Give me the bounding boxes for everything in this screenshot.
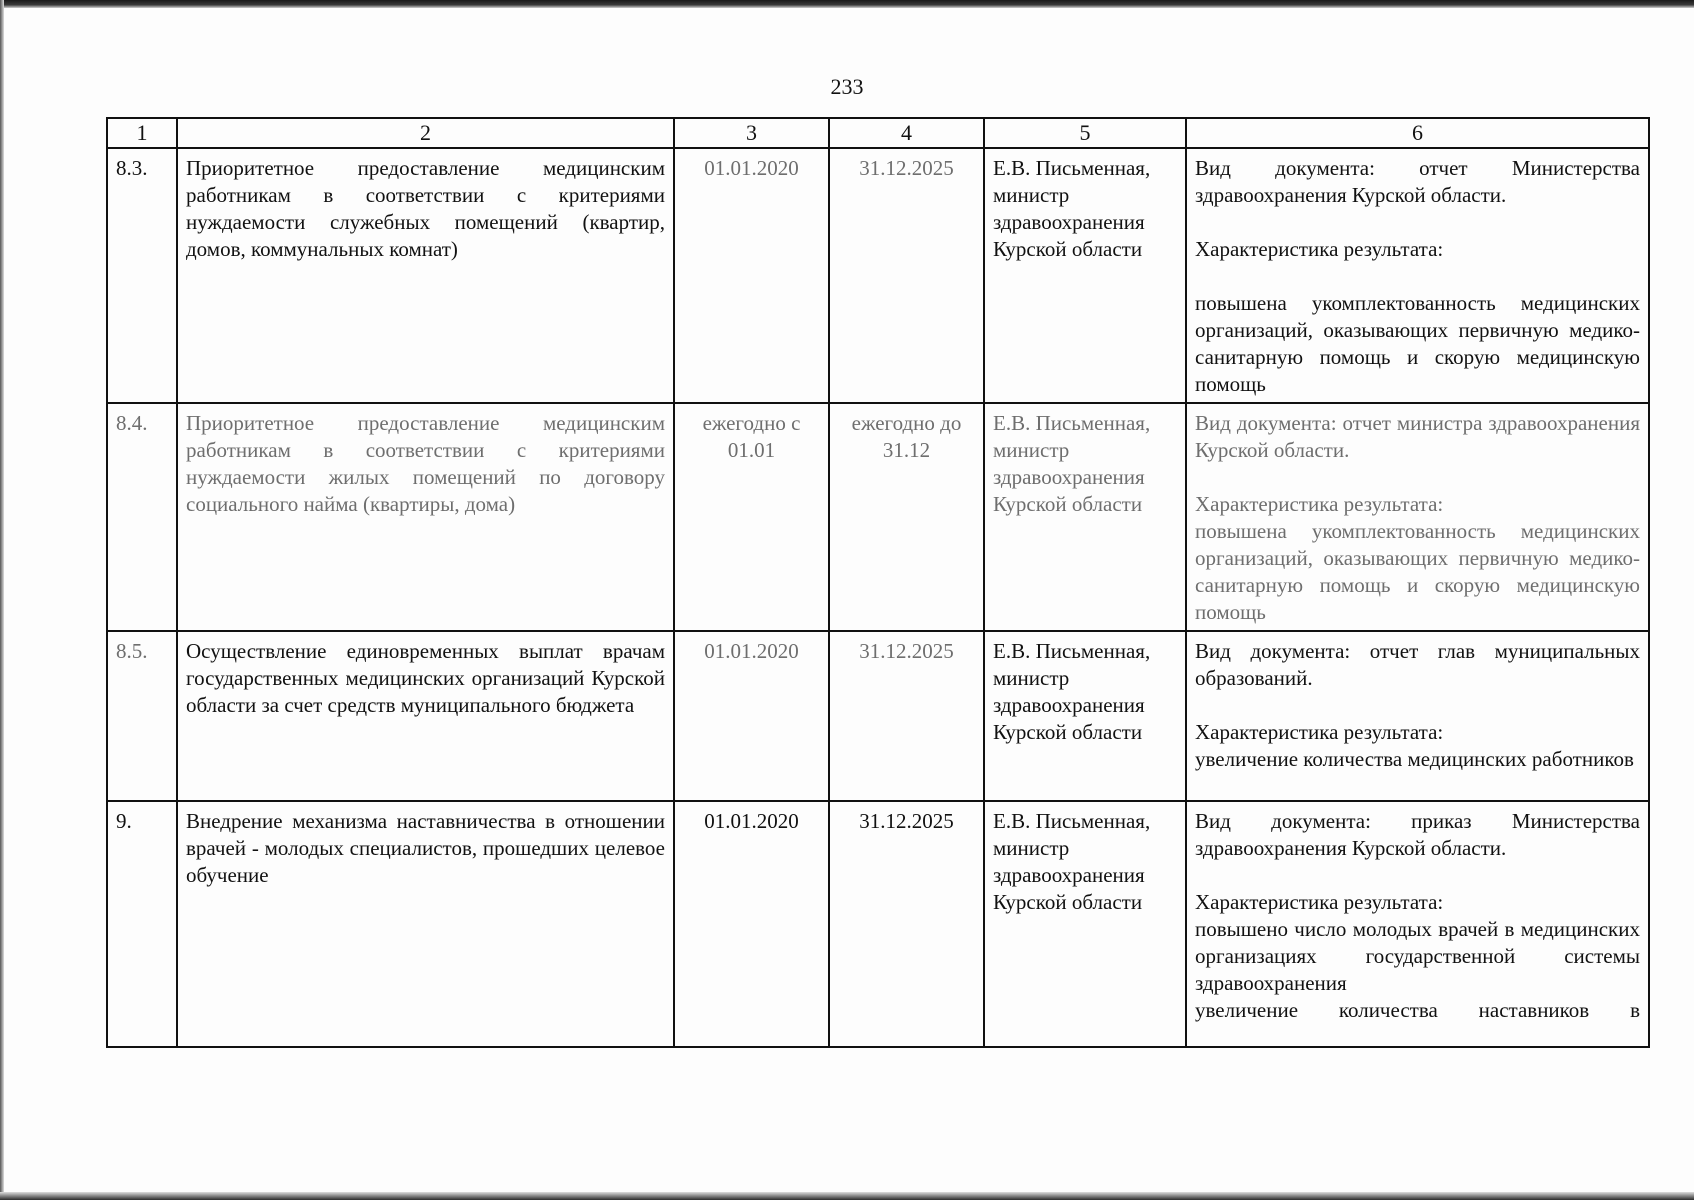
- responsible-person: Е.В. Письменная, министр здравоохранения Курской области: [984, 631, 1186, 801]
- page-number: 233: [830, 74, 864, 99]
- table-row: [107, 631, 1649, 801]
- row-number: 8.3.: [107, 148, 177, 403]
- table-row: [107, 148, 1649, 403]
- row-number: 8.4.: [107, 403, 177, 631]
- document-type: Вид документа: отчет глав муниципальных образований.: [1195, 639, 1640, 690]
- measure-description: Приоритетное предоставление медицинским работникам в соответствии с критериями нуждаемости служебных помещений (квартир, домов, коммунальных комнат): [177, 148, 674, 403]
- measure-description: Внедрение механизма наставничества в отношении врачей - молодых специалистов, прошедших целевое обучение: [177, 801, 674, 1047]
- column-header: 5: [984, 118, 1186, 148]
- end-date: 31.12.2025: [829, 631, 984, 801]
- column-header: 4: [829, 118, 984, 148]
- row-number: 8.5.: [107, 631, 177, 801]
- column-header: 1: [107, 118, 177, 148]
- end-date: ежегодно до 31.12: [829, 403, 984, 631]
- start-date: ежегодно с 01.01: [674, 403, 829, 631]
- result-cell: [1186, 631, 1649, 801]
- column-header: 3: [674, 118, 829, 148]
- result-text-continued: увеличение количества наставников в: [1195, 998, 1640, 1022]
- scan-top-edge: [0, 0, 1694, 8]
- result-text: повышена укомплектованность медицинских организаций, оказывающих первичную медико-санитарную помощь и скорую медицинскую помощь: [1195, 519, 1640, 624]
- result-cell: [1186, 801, 1649, 1047]
- measure-description: Осуществление единовременных выплат врачам государственных медицинских организаций Курской области за счет средств муниципального бюджета: [177, 631, 674, 801]
- scan-left-edge: [0, 0, 4, 1200]
- responsible-person: Е.В. Письменная, министр здравоохранения Курской области: [984, 148, 1186, 403]
- result-label: Характеристика результата:: [1195, 237, 1444, 261]
- result-label: Характеристика результата:: [1195, 890, 1444, 914]
- result-cell: [1186, 148, 1649, 403]
- table-row: [107, 403, 1649, 631]
- result-text: повышена укомплектованность медицинских организаций, оказывающих первичную медико-санитарную помощь и скорую медицинскую помощь: [1195, 291, 1640, 396]
- column-header: 6: [1186, 118, 1649, 148]
- document-type: Вид документа: отчет Министерства здравоохранения Курской области.: [1195, 156, 1640, 207]
- responsible-person: Е.В. Письменная, министр здравоохранения Курской области: [984, 403, 1186, 631]
- measures-table: [106, 117, 1650, 1048]
- start-date: 01.01.2020: [674, 631, 829, 801]
- responsible-person: Е.В. Письменная, министр здравоохранения Курской области: [984, 801, 1186, 1047]
- row-number: 9.: [107, 801, 177, 1047]
- end-date: 31.12.2025: [829, 148, 984, 403]
- result-label: Характеристика результата:: [1195, 720, 1444, 744]
- column-header: 2: [177, 118, 674, 148]
- start-date: 01.01.2020: [674, 801, 829, 1047]
- start-date: 01.01.2020: [674, 148, 829, 403]
- document-type: Вид документа: отчет министра здравоохранения Курской области.: [1195, 411, 1640, 462]
- document-type: Вид документа: приказ Министерства здравоохранения Курской области.: [1195, 809, 1640, 860]
- measure-description: Приоритетное предоставление медицинским работникам в соответствии с критериями нуждаемости жилых помещений по договору социального найма (квартиры, дома): [177, 403, 674, 631]
- scan-bottom-edge: [0, 1192, 1694, 1200]
- table-header-row: [107, 118, 1649, 148]
- table-row: [107, 801, 1649, 1047]
- result-text: увеличение количества медицинских работников: [1195, 747, 1634, 771]
- result-cell: [1186, 403, 1649, 631]
- result-label: Характеристика результата:: [1195, 492, 1444, 516]
- result-text: повышено число молодых врачей в медицинских организациях государственной системы здравоохранения: [1195, 917, 1640, 995]
- end-date: 31.12.2025: [829, 801, 984, 1047]
